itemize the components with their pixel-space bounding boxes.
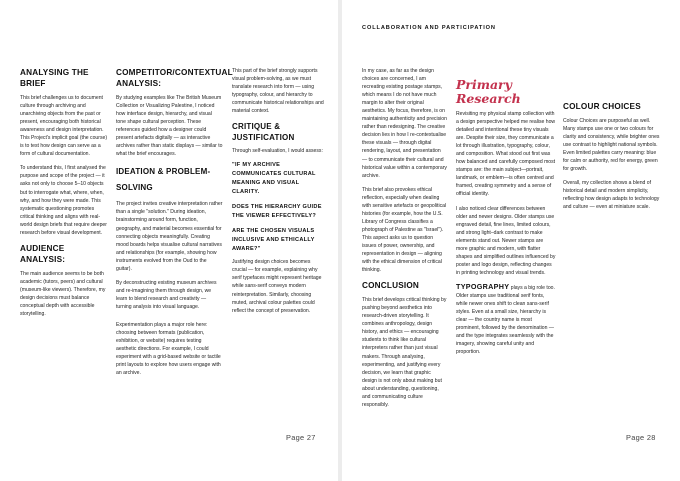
heading-audience-analysis: AUDIENCE ANALYSIS: xyxy=(20,243,66,264)
paragraph: This brief develops critical thinking by pushing beyond aesthetics into research-driven storytelling. It combines anthropology, design history, and ethics — encouraging students to think like cultural interpreters rather than just visual makers. Through analysing, experimenting, and justifying every decision, we learn that graphic design is not only about making but about understanding, questioning, and communicating culture responsibly. xyxy=(362,297,447,408)
question-2: DOES THE HIERARCHY GUIDE THE VIEWER EFFECTIVELY? xyxy=(232,204,322,220)
right-column-2 xyxy=(456,76,556,362)
left-column-3 xyxy=(232,67,324,321)
paragraph: The project invites creative interpretation rather than a single "solution." During ideation, brainstorming around form, function, geography, and material becomes essential for connecting objects meaningfully. Creating mood boards helps visualise cultural narratives and relationships (for example, showing how instruments evolved from the Oud to the guitar). xyxy=(116,201,223,272)
paragraph: This brief challenges us to document culture through archiving and unarchiving objects from the past or present, encouraging both historical awareness and design interpretation. This Project's implicit goal (the course) is to test how design can serve as a form of cultural documentation. xyxy=(20,95,108,158)
paragraph: Justifying design choices becomes crucial — for example, explaining why serif typefaces might represent heritage while sans-serif conveys modern reinterpretation. Similarly, choosing muted, archival colour palettes could reflect the concept of preservation. xyxy=(232,259,322,314)
question-1: "IF MY ARCHIVE COMMUNICATES CULTURAL MEANING AND VISUAL CLARITY. xyxy=(232,162,316,196)
paragraph: By studying examples like The British Museum Collection or Visualizing Palestine, I noticed how interface design, hierarchy, and visual tone shape cultural perception. These references guided how a designer could present artefacts digitally — as interactive archives rather than static displays — similar to what the brief encourages. xyxy=(116,95,223,158)
inline-heading-typography: TYPOGRAPHY xyxy=(456,281,510,291)
paragraph: Colour Choices are purposeful as well. Many stamps use one or two colours for clarity and consistency, while brighter ones use contrast to highlight national symbols. Even limited palettes carry meaning: blue for calm or authority, red for energy, green for growth. xyxy=(563,118,660,173)
right-column-1 xyxy=(362,67,447,415)
paragraph: This part of the brief strongly supports visual problem-solving, as we must translate research into form — using typography, colour, and hierarchy to communicate historical relationships and material context. xyxy=(232,68,324,115)
page-number-right: Page 28 xyxy=(626,433,656,442)
paragraph: Through self-evaluation, I would assess: xyxy=(232,148,323,155)
left-column-2 xyxy=(116,67,233,383)
heading-competitor-analysis: COMPETITOR/CONTEXTUAL ANALYSIS: xyxy=(116,68,233,88)
paragraph: Overall, my collection shows a blend of historical detail and modern simplicity, reflecting how design adapts to technology and culture — even at miniature scale. xyxy=(563,180,660,211)
paragraph: The main audience seems to be both academic (tutors, peers) and cultural (museum-like viewers). Therefore, my design decisions must balance conceptual depth with accessible storytelling. xyxy=(20,270,106,318)
right-column-3 xyxy=(563,101,663,218)
paragraph: This brief also provokes ethical reflection, especially when dealing with sensitive artefacts or geopolitical histories (for example, how the U.S. Library of Congress classifies a photograph of Palestine as "Israel"). This aspect asks us to question issues of power, ownership, and representation in design — aligning with the ethical dimension of critical thinking. xyxy=(362,186,447,274)
paragraph: In my case, as far as the design choices are concerned, I am recreating existing postage stamps, which means I do not have much margin to alter their original aesthetics. My focus, therefore, is on maintaining authenticity and precision rather than redesigning. The creative decision lies in how I re-contextualise these visuals — through digital rendering, layout, and presentation — to communicate their cultural and historical value within a contemporary archive. xyxy=(362,68,447,179)
paragraph: Experimentation plays a major role here: choosing between formats (publication, exhibition, or website) requires testing aesthetic directions. For example, I could experiment with a grid-based website or tactile print layouts to explore how users engage with an archive. xyxy=(116,321,221,377)
paragraph: By deconstructing existing museum archives and re-imagining them through design, we learn to blend research and creativity — turning analysis into visual language. xyxy=(116,279,217,310)
heading-analysing-brief: ANALYSING THE BRIEF xyxy=(20,68,89,88)
left-column-1 xyxy=(20,67,108,324)
paragraph: Revisiting my physical stamp collection with a design perspective helped me realise how detailed and intentional these tiny visuals are. Despite their size, they communicate a lot through illustration, typography, colour, and composition. What stood out first was how balanced and carefully composed most stamps are: the main subject—portrait, landmark, or emblem—is often centred and framed, creating symmetry and a sense of official identity. xyxy=(456,111,556,198)
heading-colour-choices: COLOUR CHOICES xyxy=(563,102,641,111)
heading-critique-justification: CRITIQUE & JUSTIFICATION xyxy=(232,122,295,143)
question-3: ARE THE CHOSEN VISUALS INCLUSIVE AND ETHICALLY AWARE?" xyxy=(232,228,315,253)
heading-conclusion: CONCLUSION xyxy=(362,281,420,291)
running-header: COLLABORATION AND PARTICIPATION xyxy=(362,25,496,31)
paragraph: I also noticed clear differences between older and newer designs. Older stamps use engraved detail, fine lines, limited colours, and strong light–dark contrast to make elements stand out. Newer stamps are more graphic and modern, with flatter shapes and simplified outlines influenced by poster and logo design, reflecting changes in printing technology and visual trends. xyxy=(456,205,556,276)
paragraph-typography xyxy=(456,283,556,356)
heading-ideation: IDEATION & PROBLEM-SOLVING xyxy=(116,167,211,193)
page-number-left: Page 27 xyxy=(286,433,316,442)
paragraph: To understand this, I first analysed the purpose and scope of the project — it asks not only to choose 5–10 objects but to interrogate what, where, when, why, and how they were made. This systematic questioning promotes critical thinking and aligns with real-world design briefs that require deeper research before visual development. xyxy=(20,165,107,236)
typography-text: plays a big role too. Older stamps use traditional serif fonts, while newer ones shift to clean sans-serif styles. Even at a small size, hierarchy is clear — the country name is most prominent, followed by the denomination — and the type integrates seamlessly with the imagery, showing careful unity and proportion. xyxy=(456,284,555,356)
heading-primary-research: Primary Research xyxy=(456,77,521,106)
